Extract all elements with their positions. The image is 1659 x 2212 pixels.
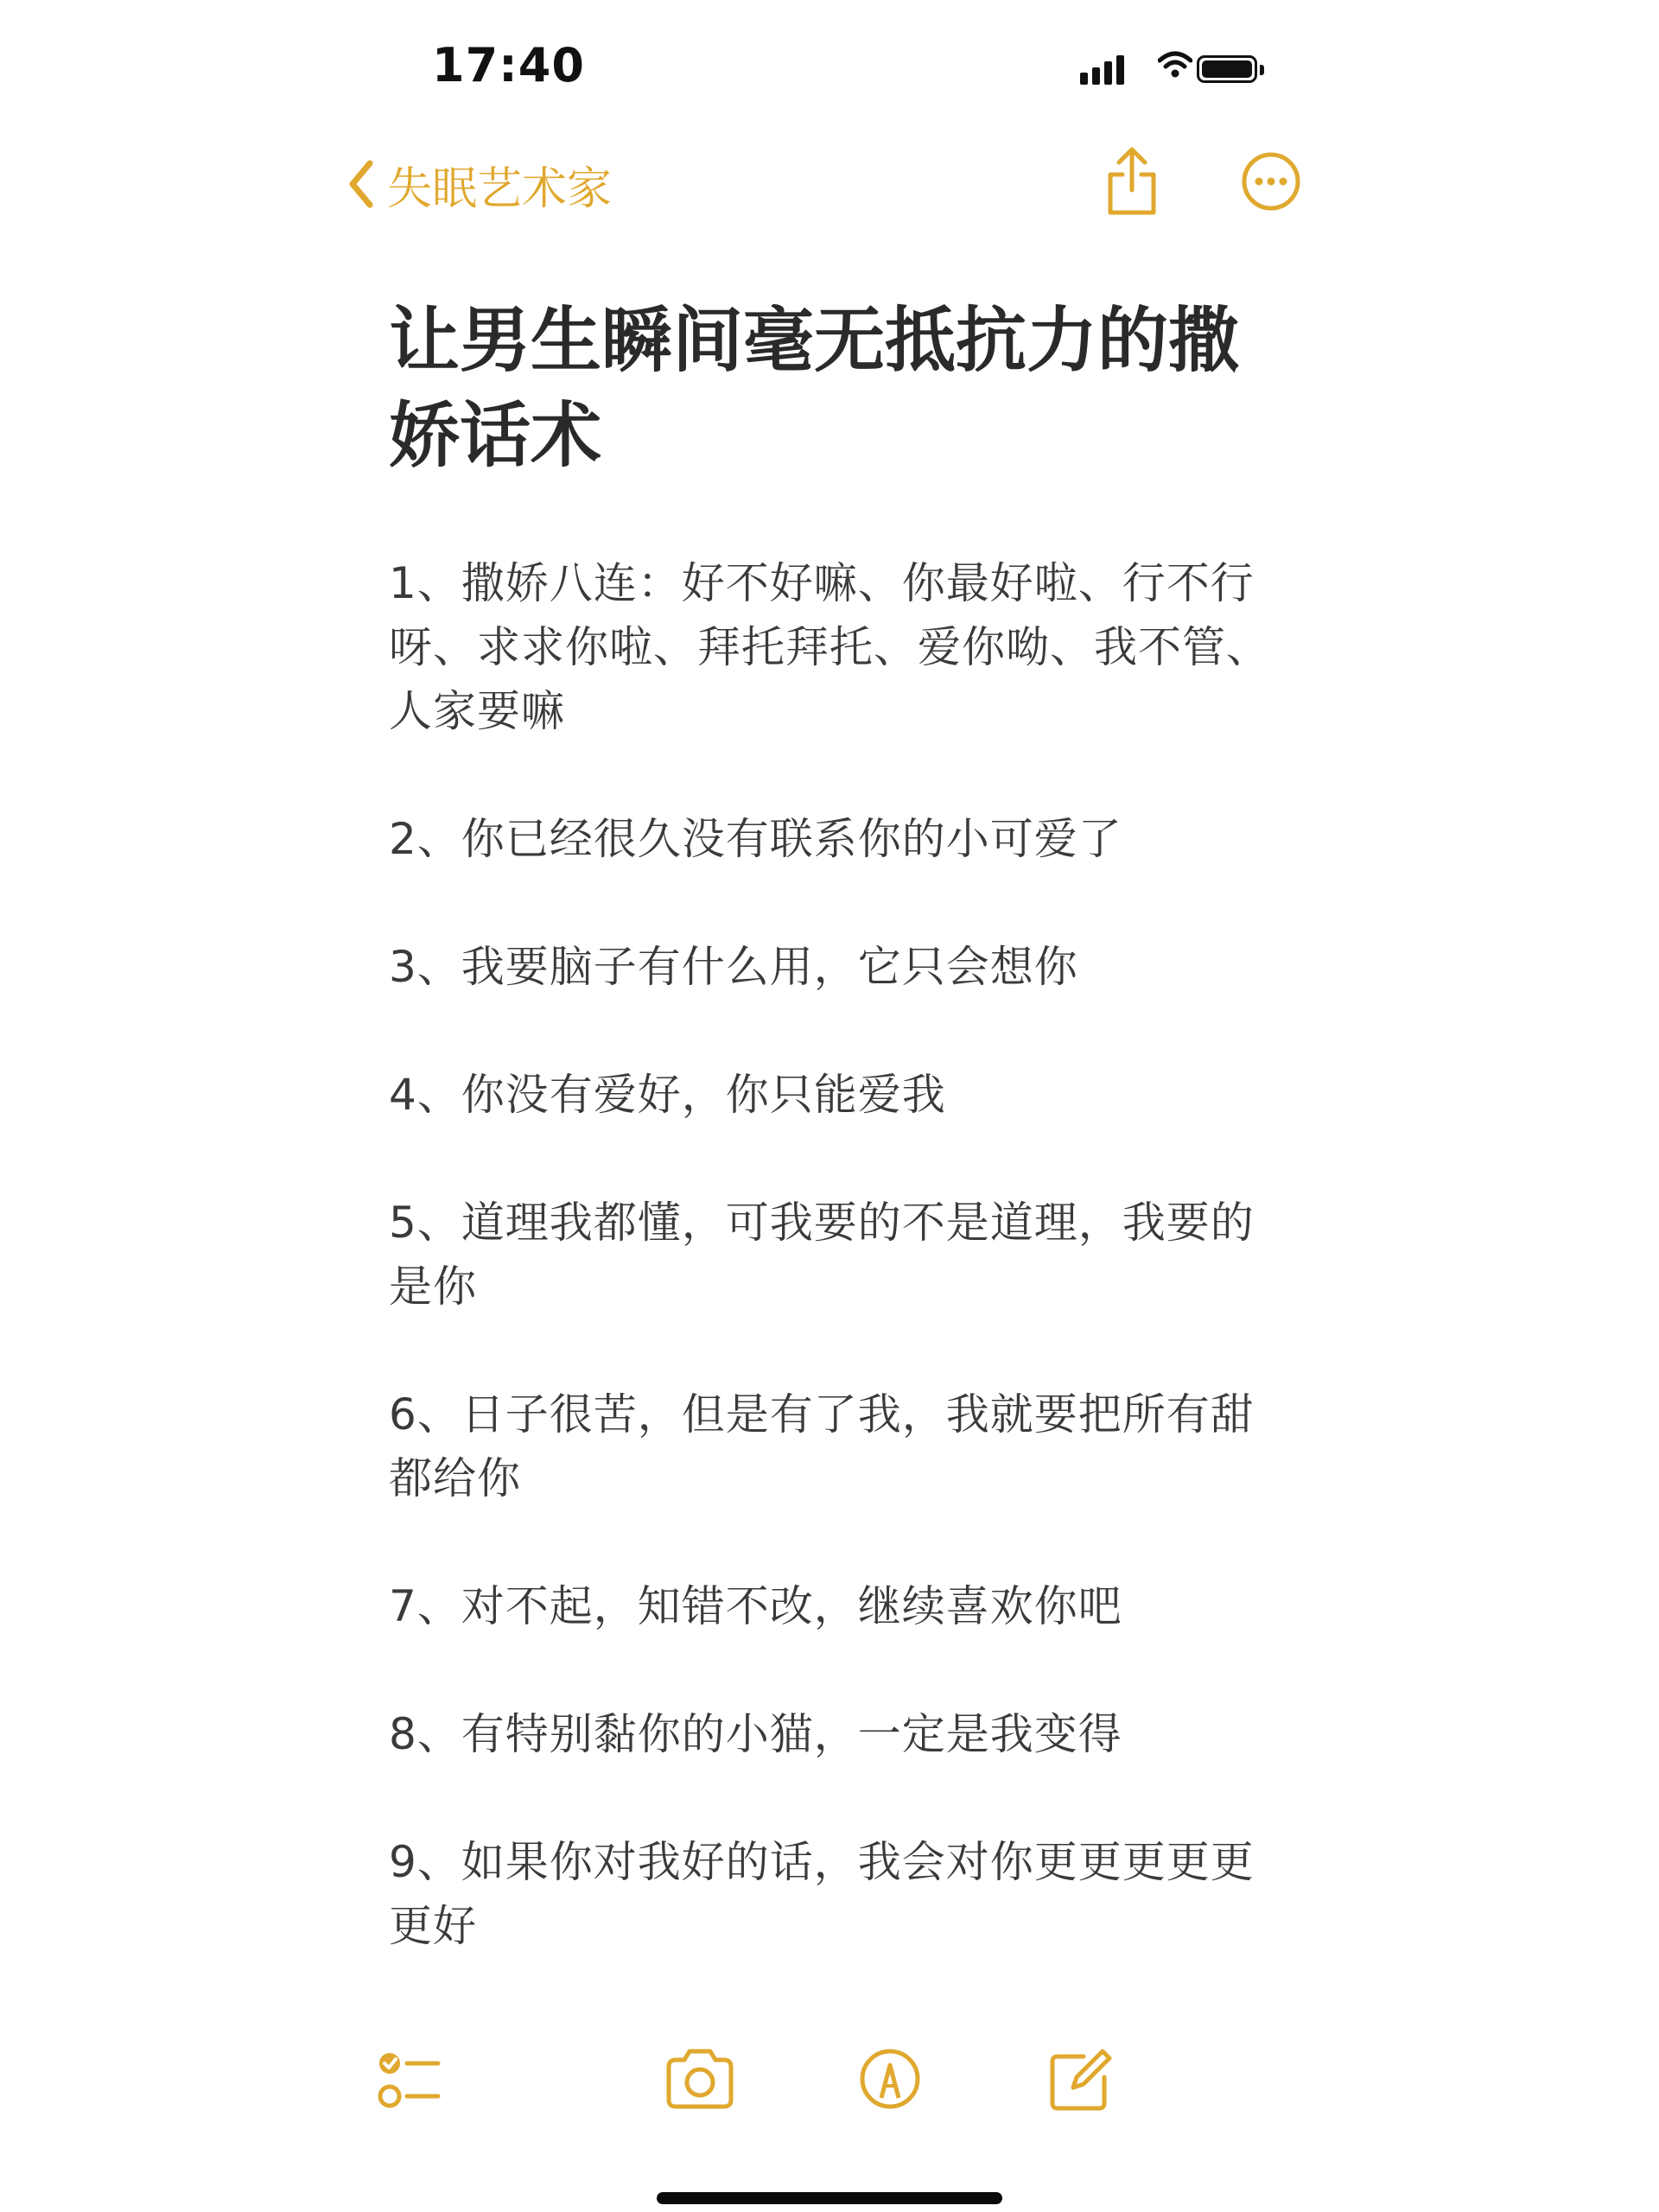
note-item: 3、我要脑子有什么用，它只会想你 (389, 942, 1078, 992)
note-item: 2、你已经很久没有联系你的小可爱了 (389, 814, 1122, 864)
compose-icon[interactable] (1046, 2046, 1115, 2115)
note-item: 7、对不起，知错不改，继续喜欢你吧 (389, 1581, 1122, 1631)
camera-icon[interactable] (664, 2046, 736, 2112)
status-bar (328, 26, 1331, 104)
bottom-toolbar (328, 2039, 1331, 2152)
note-items (389, 551, 1279, 1958)
more-icon[interactable] (1240, 150, 1302, 213)
note-item: 8、有特别黏你的小猫，一定是我变得 (389, 1709, 1122, 1759)
battery-icon (1197, 55, 1257, 83)
wifi-icon (1158, 50, 1192, 79)
note-title: 让男生瞬间毫无抵抗力的撒娇话术 (389, 300, 1240, 477)
status-time: 17:40 (432, 38, 585, 92)
notes-screen (328, 0, 1331, 2212)
note-item: 4、你没有爱好，你只能爱我 (389, 1070, 946, 1120)
back-button[interactable] (346, 154, 612, 214)
note-item: 1、撒娇八连：好不好嘛、你最好啦、行不行呀、求求你啦、拜托拜托、爱你呦、我不管、人家要嘛 (389, 558, 1270, 736)
chevron-left-icon (346, 158, 375, 210)
markup-pen-icon[interactable] (857, 2046, 923, 2112)
note-item: 6、日子很苦，但是有了我，我就要把所有甜都给你 (389, 1389, 1255, 1503)
share-icon[interactable] (1102, 145, 1162, 218)
checklist-icon[interactable] (376, 2046, 445, 2115)
note-item: 9、如果你对我好的话，我会对你更更更更更更好 (389, 1837, 1255, 1951)
home-indicator[interactable] (657, 2192, 1002, 2204)
note-content[interactable] (389, 294, 1279, 2022)
note-item: 5、道理我都懂，可我要的不是道理，我要的是你 (389, 1198, 1255, 1312)
status-icons (1080, 48, 1253, 92)
nav-bar (328, 138, 1331, 225)
back-label: 失眠艺术家 (387, 162, 613, 215)
